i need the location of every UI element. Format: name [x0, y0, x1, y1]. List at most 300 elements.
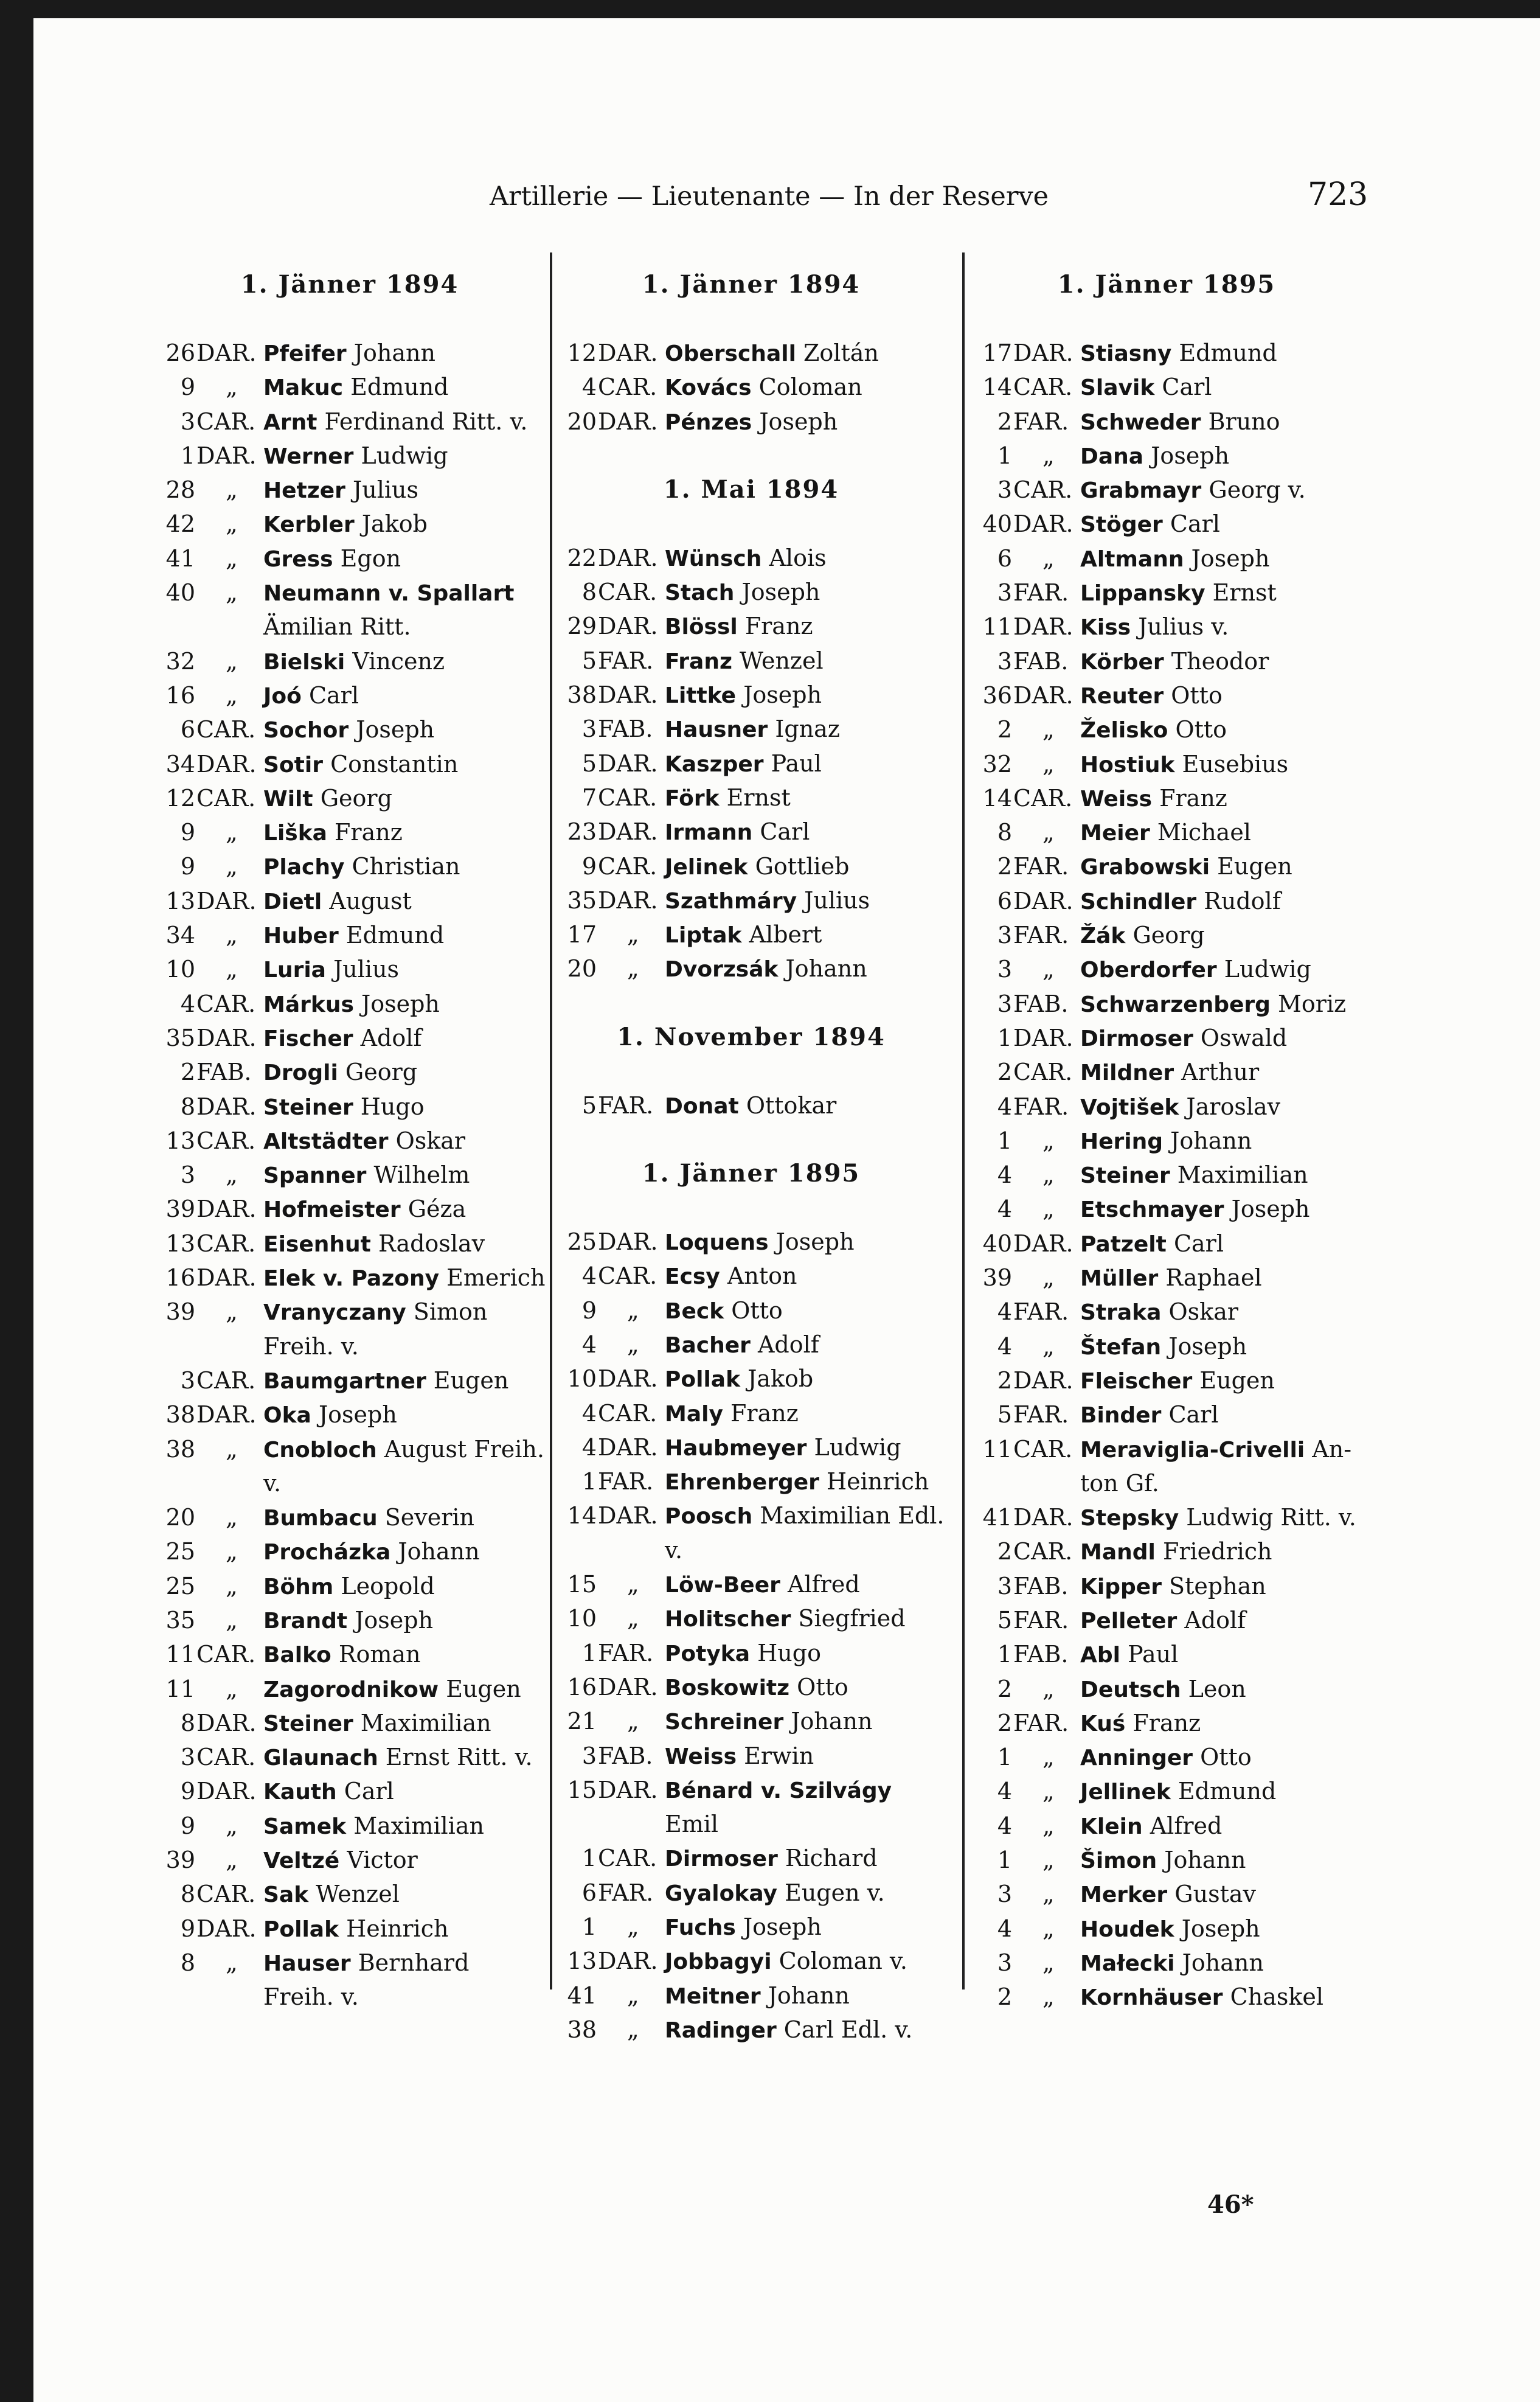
- regiment-number: 39: [982, 1264, 1012, 1292]
- regiment-number: 1: [997, 1744, 1012, 1771]
- ditto-mark: „: [627, 1982, 639, 2009]
- given-name: Bruno: [1208, 408, 1280, 435]
- ditto-mark: „: [1042, 1949, 1055, 1976]
- surname: Huber: [263, 924, 339, 949]
- given-name: Julius: [333, 956, 400, 983]
- running-title: Artillerie — Lieutenante — In der Reserve: [490, 181, 1049, 212]
- ditto-mark: „: [226, 1949, 238, 1976]
- officer-name: [665, 1464, 929, 1500]
- roster-entry: [972, 507, 1361, 541]
- given-name: Otto: [1175, 716, 1227, 743]
- officer-name: [665, 747, 822, 782]
- regiment-type: DAR.: [1013, 613, 1073, 641]
- surname: Dvorzsák: [665, 957, 779, 983]
- officer-name: [1080, 1363, 1275, 1399]
- regiment-type: DAR.: [196, 442, 257, 469]
- regiment-number: 4: [581, 1331, 597, 1358]
- regiment-number: 14: [982, 784, 1012, 812]
- roster-entry: [972, 439, 1361, 473]
- officer-name: [665, 1088, 836, 1124]
- entry-continuation: v.: [263, 1469, 282, 1497]
- surname: Balko: [263, 1643, 331, 1668]
- officer-name: [263, 781, 392, 816]
- officer-name: [665, 370, 862, 405]
- given-name: Chaskel: [1230, 1983, 1323, 2011]
- surname: Ehrenberger: [665, 1470, 819, 1495]
- roster-entry: [972, 610, 1361, 644]
- surname: Glaunach: [263, 1746, 378, 1771]
- given-name: Joseph: [318, 1401, 397, 1429]
- regiment-number: 42: [165, 510, 195, 538]
- roster-entry: [972, 473, 1361, 507]
- regiment-number: 11: [982, 613, 1012, 641]
- officer-name: [665, 575, 820, 610]
- regiment-number: 32: [165, 647, 195, 675]
- officer-name: [1080, 1261, 1262, 1296]
- officer-name: [263, 473, 418, 508]
- regiment-type: DAR.: [598, 408, 658, 435]
- roster-entry: [155, 1055, 544, 1089]
- regiment-type: FAR.: [1013, 1606, 1069, 1634]
- given-name: Ludwig: [361, 442, 448, 469]
- regiment-type: CAR.: [196, 784, 256, 812]
- surname: Deutsch: [1080, 1677, 1181, 1702]
- regiment-number: 2: [997, 1983, 1012, 2011]
- regiment-number: 4: [581, 374, 597, 401]
- given-name: Ludwig: [1224, 956, 1311, 983]
- roster-entry: [972, 1124, 1361, 1158]
- given-name: August Freih.: [384, 1435, 544, 1463]
- given-name: Joseph: [743, 681, 822, 709]
- given-name: Otto: [1171, 681, 1223, 709]
- officer-name: [1080, 747, 1288, 782]
- given-name: Carl: [308, 681, 359, 709]
- given-name: Maximilian: [353, 1812, 484, 1839]
- given-name: Otto: [797, 1673, 848, 1701]
- officer-name: [665, 609, 813, 644]
- regiment-number: 41: [165, 545, 195, 572]
- surname: Beck: [665, 1298, 724, 1324]
- regiment-number: 9: [180, 1778, 195, 1805]
- ditto-mark: „: [226, 1812, 238, 1839]
- roster-entry: [972, 1055, 1361, 1089]
- regiment-type: DAR.: [598, 1502, 658, 1530]
- given-name: Radoslav: [378, 1230, 485, 1257]
- ditto-mark: „: [226, 819, 238, 846]
- given-name: Franz: [1159, 784, 1227, 812]
- surname: Liptak: [665, 923, 742, 949]
- officer-name: [665, 541, 827, 576]
- given-name: Richard: [785, 1845, 878, 1872]
- roster-entry: [557, 1773, 946, 1807]
- regiment-number: 1: [997, 1024, 1012, 1051]
- regiment-number: 4: [997, 1093, 1012, 1120]
- officer-name: [263, 1843, 418, 1878]
- given-name: Friedrich: [1162, 1538, 1272, 1565]
- regiment-number: 38: [567, 2016, 597, 2043]
- regiment-number: 8: [180, 1881, 195, 1908]
- given-name: Carl: [344, 1778, 394, 1805]
- surname: Wilt: [263, 786, 313, 812]
- roster-entry: [557, 712, 946, 746]
- ditto-mark: „: [627, 1571, 639, 1598]
- surname: Joó: [263, 683, 302, 709]
- roster-entry: [972, 1227, 1361, 1261]
- surname: Kornhäuser: [1080, 1985, 1223, 2011]
- entry-continuation: Freih. v.: [263, 1983, 359, 2011]
- surname: Grabmayr: [1080, 478, 1202, 504]
- given-name: Jakob: [747, 1365, 814, 1393]
- given-name: Emerich: [446, 1264, 546, 1292]
- surname: Dietl: [263, 889, 322, 914]
- regiment-type: DAR.: [196, 1709, 257, 1736]
- regiment-type: FAR.: [1013, 1298, 1069, 1326]
- officer-name: [263, 507, 428, 542]
- roster-entry: [972, 1774, 1361, 1808]
- officer-name: [1080, 712, 1227, 748]
- given-name: Julius v.: [1138, 613, 1229, 641]
- regiment-type: CAR.: [598, 1399, 657, 1427]
- roster-entry: [155, 1432, 544, 1466]
- roster-entry: [155, 1158, 544, 1192]
- regiment-type: DAR.: [196, 1196, 257, 1223]
- officer-name: [263, 1912, 448, 1947]
- surname: Gyalokay: [665, 1881, 777, 1906]
- given-name: Maximilian: [1177, 1161, 1308, 1189]
- surname: Sochor: [263, 718, 349, 743]
- officer-name: [263, 370, 449, 405]
- officer-name: [263, 849, 460, 885]
- roster-entry: [972, 576, 1361, 610]
- surname: Steiner: [263, 1095, 353, 1120]
- regiment-number: 4: [581, 1433, 597, 1461]
- regiment-number: 13: [567, 1948, 597, 1975]
- roster-entry: [972, 1569, 1361, 1603]
- surname: Bénard v. Szilvágy: [665, 1778, 892, 1803]
- given-name: Otto: [731, 1297, 783, 1324]
- ditto-mark: „: [1042, 1161, 1055, 1189]
- roster-entry: [557, 1396, 946, 1430]
- surname: Sak: [263, 1882, 309, 1908]
- ditto-mark: „: [1042, 750, 1055, 778]
- ditto-mark: „: [1042, 545, 1055, 572]
- given-name: Vincenz: [352, 647, 445, 675]
- officer-name: [263, 918, 444, 953]
- regiment-number: 2: [997, 408, 1012, 435]
- section-gap: [557, 302, 946, 336]
- officer-name: [263, 1672, 521, 1707]
- roster-entry: [972, 1500, 1361, 1534]
- officer-name: [263, 1055, 417, 1090]
- regiment-number: 38: [165, 1435, 195, 1463]
- roster-entry: [972, 815, 1361, 849]
- given-name: Oskar: [395, 1127, 466, 1154]
- regiment-number: 1: [997, 1127, 1012, 1154]
- given-name: Moriz: [1278, 990, 1347, 1017]
- regiment-number: 3: [581, 715, 597, 743]
- section-gap: [557, 986, 946, 1020]
- surname: Löw-Beer: [665, 1573, 780, 1598]
- surname: Meitner: [665, 1983, 761, 2009]
- regiment-number: 22: [567, 544, 597, 571]
- officer-name: [1080, 610, 1229, 645]
- regiment-type: FAR.: [598, 1468, 654, 1495]
- surname: Małecki: [1080, 1951, 1175, 1976]
- roster-entry: [155, 747, 544, 781]
- surname: Donat: [665, 1093, 739, 1119]
- given-name: Franz: [744, 613, 813, 640]
- regiment-type: DAR.: [196, 1401, 257, 1429]
- officer-name: [1080, 1158, 1308, 1193]
- ditto-mark: „: [226, 1675, 238, 1702]
- regiment-type: DAR.: [196, 1024, 257, 1051]
- ditto-mark: „: [1042, 716, 1055, 743]
- regiment-number: 4: [997, 1812, 1012, 1839]
- given-name: Joseph: [775, 1228, 855, 1256]
- roster-entry: [557, 1601, 946, 1635]
- roster-entry: [557, 1362, 946, 1396]
- surname: Holitscher: [665, 1607, 791, 1632]
- given-name: Roman: [338, 1641, 421, 1668]
- given-name: Constantin: [330, 750, 459, 778]
- surname: Meraviglia-Crivelli: [1080, 1437, 1305, 1463]
- regiment-number: 5: [581, 750, 597, 777]
- regiment-type: DAR.: [196, 887, 257, 914]
- regiment-number: 6: [997, 545, 1012, 572]
- regiment-number: 6: [997, 887, 1012, 914]
- given-name: Ernst Ritt. v.: [385, 1744, 533, 1771]
- ditto-mark: „: [226, 374, 238, 401]
- given-name: Albert: [749, 921, 822, 949]
- roster-entry: [972, 1398, 1361, 1432]
- surname: Altmann: [1080, 546, 1184, 572]
- surname: Maly: [665, 1401, 723, 1427]
- regiment-number: 5: [997, 1606, 1012, 1634]
- surname: Spanner: [263, 1163, 367, 1189]
- regiment-number: 1: [997, 442, 1012, 469]
- regiment-number: 5: [581, 647, 597, 674]
- regiment-number: 14: [567, 1502, 597, 1530]
- roster-entry: [972, 849, 1361, 883]
- regiment-type: DAR.: [598, 681, 658, 709]
- regiment-type: CAR.: [196, 1744, 256, 1771]
- given-name: Carl: [1168, 1401, 1219, 1429]
- ditto-mark: „: [226, 1298, 238, 1326]
- roster-entry: [972, 1363, 1361, 1398]
- officer-name: [665, 883, 870, 919]
- surname: Potyka: [665, 1641, 751, 1666]
- roster-entry: [972, 1329, 1361, 1363]
- surname: Pollak: [665, 1367, 741, 1393]
- surname: Wünsch: [665, 546, 762, 571]
- surname: Bielski: [263, 649, 345, 675]
- given-name: Zoltán: [803, 339, 879, 366]
- surname: Hausner: [665, 717, 768, 743]
- roster-entry: [557, 1088, 946, 1123]
- section-heading: 1. Jänner 1895: [1057, 270, 1276, 299]
- regiment-type: CAR.: [196, 1881, 256, 1908]
- given-name: Franz: [1132, 1709, 1201, 1736]
- officer-name: [1080, 1877, 1256, 1912]
- officer-name: [1080, 987, 1346, 1022]
- given-name: Victor: [347, 1847, 418, 1874]
- regiment-number: 39: [165, 1847, 195, 1874]
- surname: Oberschall: [665, 341, 796, 366]
- ditto-mark: „: [226, 1572, 238, 1600]
- section-gap: [972, 302, 1361, 336]
- surname: Márkus: [263, 992, 354, 1017]
- regiment-number: 4: [997, 1298, 1012, 1326]
- officer-name: [665, 1601, 906, 1637]
- regiment-number: 34: [165, 922, 195, 949]
- surname: Jellinek: [1080, 1780, 1171, 1805]
- roster-entry: [972, 1706, 1361, 1740]
- roster-entry: [972, 918, 1361, 952]
- given-name: Johann: [353, 339, 435, 366]
- roster-entry: [155, 370, 544, 404]
- given-name: Coloman: [758, 374, 862, 401]
- ditto-mark: „: [1042, 442, 1055, 469]
- surname: Zagorodnikow: [263, 1677, 439, 1702]
- surname: Plachy: [263, 855, 345, 880]
- given-name: Rudolf: [1204, 887, 1281, 914]
- roster-entry: [155, 1500, 544, 1534]
- regiment-number: 10: [567, 1605, 597, 1632]
- roster-entry: [972, 987, 1361, 1021]
- ditto-mark: „: [1042, 1196, 1055, 1223]
- officer-name: [263, 1569, 435, 1604]
- regiment-type: DAR.: [1013, 1230, 1073, 1257]
- given-name: Eugen: [433, 1366, 509, 1394]
- roster-entry: [557, 1979, 946, 2013]
- regiment-number: 8: [180, 1949, 195, 1976]
- given-name: Oswald: [1200, 1024, 1288, 1051]
- officer-name: [1080, 1295, 1238, 1330]
- surname: Šimon: [1080, 1848, 1157, 1874]
- regiment-type: DAR.: [598, 544, 658, 571]
- regiment-type: DAR.: [598, 886, 658, 914]
- regiment-number: 4: [581, 1399, 597, 1427]
- roster-entry: [155, 1124, 544, 1158]
- given-name: Ignaz: [775, 715, 840, 743]
- officer-name: [1080, 884, 1281, 919]
- ditto-mark: „: [627, 1605, 639, 1632]
- column-2: [557, 268, 946, 2047]
- regiment-type: DAR.: [598, 1776, 658, 1803]
- roster-entry: [557, 1225, 946, 1259]
- given-name: Joseph: [355, 1606, 434, 1634]
- regiment-number: 11: [165, 1675, 195, 1702]
- roster-entry: [155, 1706, 544, 1740]
- surname: Grabowski: [1080, 855, 1210, 880]
- roster-entry: [972, 1980, 1361, 2014]
- roster-entry: [155, 1946, 544, 1980]
- surname: Mandl: [1080, 1540, 1156, 1565]
- officer-name: [665, 1293, 783, 1329]
- given-name: Joseph: [1181, 1915, 1260, 1942]
- column-3: [972, 268, 1361, 2014]
- ditto-mark: „: [226, 922, 238, 949]
- given-name: Georg: [1132, 922, 1205, 949]
- regiment-type: DAR.: [1013, 681, 1073, 709]
- regiment-number: 2: [997, 1538, 1012, 1565]
- officer-name: [1080, 644, 1269, 680]
- regiment-number: 7: [581, 784, 597, 811]
- regiment-type: DAR.: [196, 1915, 257, 1942]
- regiment-type: CAR.: [196, 716, 256, 743]
- ditto-mark: „: [226, 1538, 238, 1565]
- section-heading: 1. Jänner 1894: [240, 270, 459, 299]
- roster-entry: [155, 1569, 544, 1603]
- regiment-number: 28: [165, 476, 195, 504]
- officer-name: [665, 1225, 855, 1260]
- officer-name: [263, 1261, 546, 1296]
- surname: Žák: [1080, 924, 1126, 949]
- regiment-number: 3: [997, 1572, 1012, 1600]
- section-gap: [155, 302, 544, 336]
- officer-name: [665, 1979, 850, 2014]
- surname: Slavik: [1080, 375, 1155, 401]
- officer-name: [263, 1809, 484, 1844]
- regiment-number: 15: [567, 1571, 597, 1598]
- roster-entry: [155, 1774, 544, 1808]
- given-name: Georg: [320, 784, 392, 812]
- officer-name: [665, 1773, 892, 1808]
- surname: Anninger: [1080, 1746, 1193, 1771]
- surname: Jelinek: [665, 854, 748, 880]
- regiment-type: FAR.: [1013, 1401, 1069, 1429]
- surname: Hetzer: [263, 478, 345, 504]
- officer-name: [1080, 1329, 1247, 1365]
- given-name: Gottlieb: [755, 852, 850, 880]
- regiment-type: CAR.: [598, 579, 657, 606]
- regiment-number: 35: [567, 886, 597, 914]
- regiment-number: 10: [165, 956, 195, 983]
- regiment-type: DAR.: [196, 1264, 257, 1292]
- roster-entry: [155, 987, 544, 1021]
- officer-name: [263, 1398, 397, 1433]
- surname: Pelleter: [1080, 1608, 1178, 1634]
- surname: Pfeifer: [263, 341, 347, 366]
- regiment-type: FAR.: [1013, 579, 1069, 607]
- officer-name: [263, 1227, 485, 1262]
- officer-name: [1080, 1090, 1280, 1125]
- regiment-type: CAR.: [598, 784, 657, 811]
- regiment-type: FAR.: [598, 647, 654, 674]
- officer-name: [665, 1944, 907, 1979]
- roster-entry: [557, 541, 946, 575]
- roster-entry: [557, 1910, 946, 1944]
- given-name: Leopold: [341, 1572, 435, 1600]
- given-name: Géza: [408, 1196, 467, 1223]
- given-name: Johann: [1182, 1949, 1264, 1976]
- surname: Körber: [1080, 649, 1164, 675]
- surname: Stepsky: [1080, 1506, 1179, 1531]
- regiment-type: FAR.: [1013, 853, 1069, 880]
- surname: Weiss: [665, 1744, 737, 1769]
- regiment-number: 1: [180, 442, 195, 469]
- given-name: Joseph: [1168, 1332, 1247, 1360]
- surname: Radinger: [665, 2017, 777, 2043]
- roster-entry: [557, 2013, 946, 2047]
- officer-name: [263, 1432, 544, 1467]
- roster-entry: [972, 884, 1361, 918]
- given-name: Edmund: [350, 374, 449, 401]
- surname: Kerbler: [263, 512, 355, 538]
- officer-name: [263, 1534, 480, 1570]
- officer-name: [1080, 1912, 1260, 1947]
- officer-name: [665, 952, 867, 987]
